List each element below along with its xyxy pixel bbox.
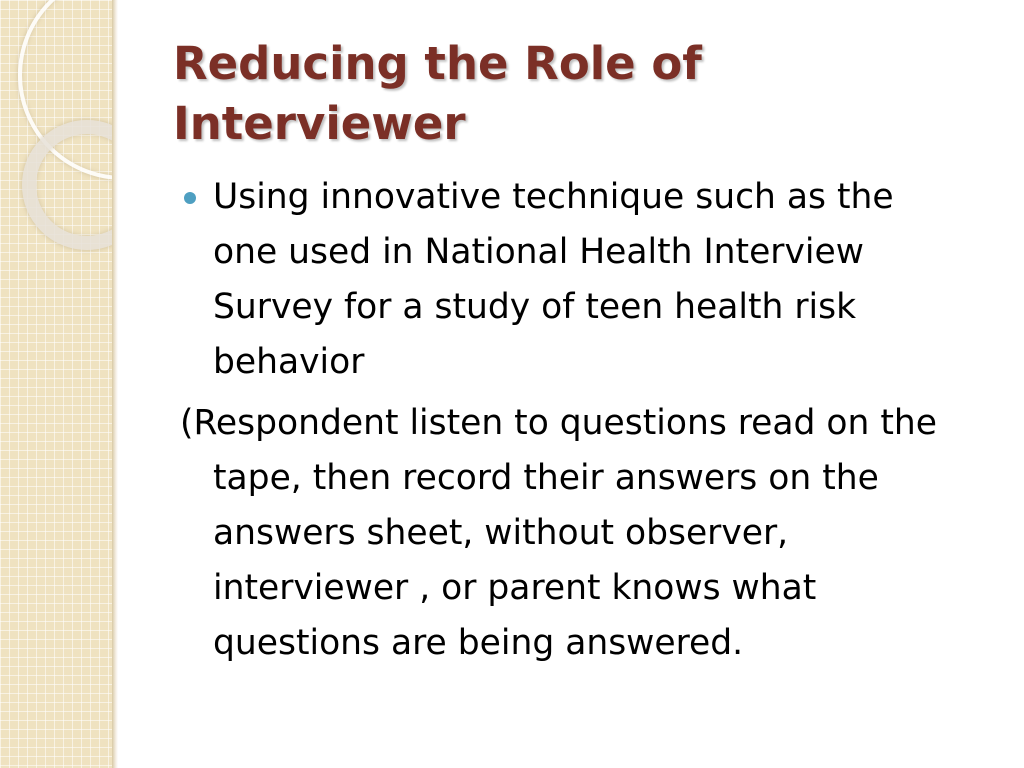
side-panel-edge — [112, 0, 118, 768]
bullet-dot-icon — [184, 192, 196, 204]
decorative-ring-small — [22, 120, 112, 250]
bullet-item — [180, 170, 950, 390]
slide-title: Reducing the Role of Interviewer — [173, 37, 702, 150]
body-paragraph: (Respondent listen to questions read on the tape, then record their answers on the answers sheet, without observer, interviewer , or parent knows what questions are being answered. — [180, 403, 937, 663]
bullet-text: Using innovative technique such as the one used in National Health Interview Survey for a study of teen health risk behavior — [213, 177, 894, 382]
slide-body — [180, 170, 950, 671]
decorative-rings — [0, 0, 112, 768]
